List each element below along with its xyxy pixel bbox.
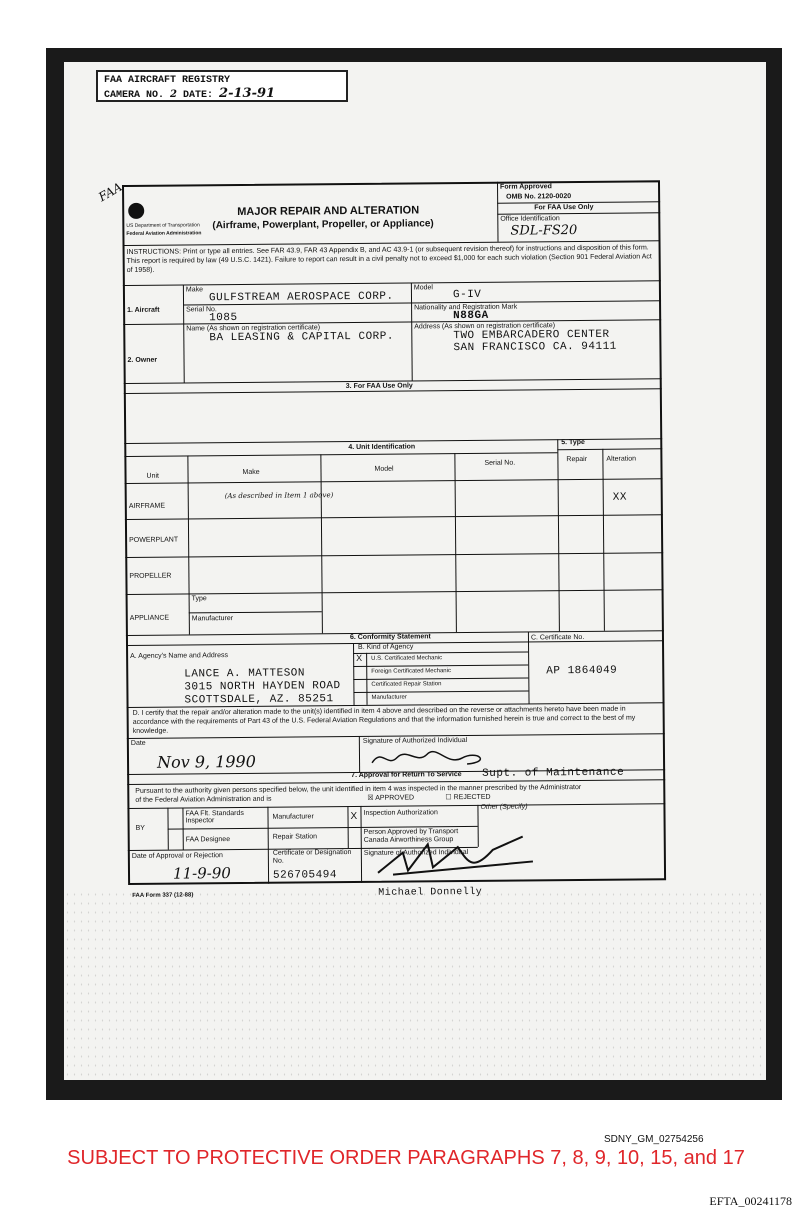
cert-no: AP 1864049 (546, 664, 618, 678)
make-label: Make (185, 286, 204, 294)
col-model: Model (374, 465, 394, 473)
owner-address2: SAN FRANCISCO CA. 94111 (453, 340, 617, 355)
omb-number: OMB No. 2120-0020 (506, 193, 572, 201)
col-repair: Repair (566, 455, 588, 464)
unit-propeller: PROPELLER (129, 572, 172, 580)
other-specify: Other (Specify) (480, 803, 528, 811)
signature-mark (367, 742, 497, 771)
cert-desig-no: 526705494 (272, 869, 338, 882)
aircraft-make: GULFSTREAM AEROSPACE CORP. (208, 290, 394, 305)
certify-statement: D. I certify that the repair and/or alteration made to the unit(s) identified in item 4 above and described on the reverse or attachments hereto have been made in accordance with the requirements of Part 43 of the U.S. Federal Aviation Regulations and that the information furnished herein is true and correct to the best of my knowledge. (132, 705, 636, 735)
aircraft-reg: N88GA (453, 309, 489, 323)
agency-name: LANCE A. MATTESON (184, 667, 306, 681)
approval-date-label: Date of Approval or Rejection (131, 852, 223, 860)
appliance-mfr-label: Manufacturer (191, 615, 234, 623)
supt-title: Supt. of Maintenance (482, 766, 625, 780)
camera-no: 2 (170, 89, 177, 100)
unit-appliance: APPLIANCE (129, 614, 170, 622)
pursuant-text: Pursuant to the authority given persons specified below, the unit identified in item 4 was inspected in the manner prescribed by the Administrator of the Federal Aviation Administration and is (135, 784, 582, 804)
reg-label: Nationality and Registration Mark (414, 303, 518, 312)
form-approved: Form Approved (500, 183, 552, 191)
col-unit: Unit (146, 472, 160, 480)
signer-name: Michael Donnelly (378, 886, 483, 899)
ia-mark: X (350, 810, 358, 823)
owner-address1: TWO EMBARCADERO CENTER (453, 328, 610, 343)
by-repair-station: Repair Station (272, 833, 318, 841)
kind-label: B. Kind of Agency (358, 643, 414, 651)
section7-title: 7. Approval for Return To Service (351, 771, 462, 780)
approval-date: 11-9-90 (172, 864, 231, 883)
section5-title: 5. Type (561, 438, 585, 447)
serial-label: Serial No. (186, 306, 217, 314)
airframe-alteration: XX (612, 491, 628, 504)
by-fsi: FAA Flt. Standards Inspector (185, 809, 244, 825)
agency-addr1: 3015 NORTH HAYDEN ROAD (184, 680, 341, 694)
kind-repair-station: Certificated Repair Station (371, 681, 442, 688)
rejected-checkbox: ☐ REJECTED (445, 793, 491, 802)
instructions: INSTRUCTIONS: Print or type all entries. See FAR 43.9, FAR 43 Appendix B, and AC 43.9-1 (or subsequent revision thereof) for instructions and disposition of this form. This report is required by law (49 U.S.C. 1421). Failure to report can result in a civil penalty not to exceed $1,000 for each such violation (Section 901 Federal Aviation Act of 1958). (126, 244, 652, 274)
owner-address-label: Address (As shown on registration certificate) (414, 322, 556, 331)
form-number: FAA Form 337 (12-88) (132, 892, 194, 899)
faa-use-only: For FAA Use Only (534, 203, 594, 212)
form-title: MAJOR REPAIR AND ALTERATION (237, 204, 420, 218)
owner-name-label: Name (As shown on registration certificate) (186, 324, 321, 333)
by-designee: FAA Designee (185, 836, 231, 844)
date-label: DATE: (183, 90, 214, 101)
section3-title: 3. For FAA Use Only (345, 382, 413, 391)
by-canada: Person Approved by Transport Canada Airworthiness Group (363, 828, 459, 844)
agency-label: A. Agency's Name and Address (130, 652, 228, 660)
aircraft-label: 1. Aircraft (127, 306, 160, 314)
model-label: Model (413, 284, 434, 292)
conformity-date: Nov 9, 1990 (156, 751, 256, 772)
kind-foreign-mechanic: Foreign Certificated Mechanic (371, 668, 451, 675)
office-id: SDL-FS20 (510, 223, 578, 239)
agency-addr2: SCOTTSDALE, AZ. 85251 (184, 693, 334, 707)
col-alteration: Alteration (606, 455, 637, 463)
scan-noise (64, 890, 766, 1080)
aircraft-model: G-IV (452, 288, 482, 302)
col-serial: Serial No. (484, 459, 516, 467)
airframe-desc: (As described in Item 1 above) (224, 491, 334, 501)
owner-label: 2. Owner (127, 356, 158, 364)
aircraft-serial: 1085 (209, 311, 238, 325)
dot-logo-icon (128, 203, 144, 219)
margin-note: FAA (96, 179, 125, 205)
agency-dept: US Department of Transportation (126, 222, 200, 229)
cert-desig-label: Certificate or Designation No. (272, 849, 352, 865)
bates-number: SDNY_GM_02754256 (604, 1134, 704, 1145)
office-id-label: Office Identification (500, 215, 560, 223)
signature-label: Signature of Authorized Individual (362, 737, 468, 745)
faa-form-337 (122, 180, 666, 899)
signature2-mark (373, 831, 543, 882)
appliance-type-label: Type (191, 595, 207, 603)
protective-order-notice: SUBJECT TO PROTECTIVE ORDER PARAGRAPHS 7, 8, 9, 10, 15, and 17 (67, 1147, 745, 1169)
efta-number: EFTA_00241178 (709, 1194, 792, 1208)
section6-title: 6. Conformity Statement (349, 633, 431, 642)
kind-manufacturer: Manufacturer (371, 694, 407, 701)
col-make: Make (242, 468, 260, 476)
stamp-title: FAA AIRCRAFT REGISTRY (104, 75, 231, 86)
by-label: BY (135, 824, 145, 832)
camera-label: CAMERA NO. (104, 90, 165, 101)
by-ia: Inspection Authorization (363, 809, 438, 817)
signature2-label: Signature of Authorized Individual (363, 849, 469, 857)
owner-name: BA LEASING & CAPITAL CORP. (209, 330, 395, 345)
approved-checkbox: ☒ APPROVED (367, 794, 415, 802)
date-label: Date (130, 739, 146, 747)
by-manufacturer: Manufacturer (272, 813, 314, 821)
unit-powerplant: POWERPLANT (129, 536, 179, 544)
unit-airframe: AIRFRAME (128, 502, 166, 510)
kind-mark: X (356, 652, 363, 663)
stamp-date: 2-13-91 (219, 86, 276, 101)
registry-stamp (96, 70, 348, 102)
form-subtitle: (Airframe, Powerplant, Propeller, or Appliance) (212, 218, 434, 232)
agency-faa: Federal Aviation Administration (126, 230, 202, 237)
cert-label: C. Certificate No. (530, 633, 585, 642)
kind-us-mechanic: U.S. Certificated Mechanic (371, 655, 443, 662)
section4-title: 4. Unit Identification (348, 443, 416, 452)
